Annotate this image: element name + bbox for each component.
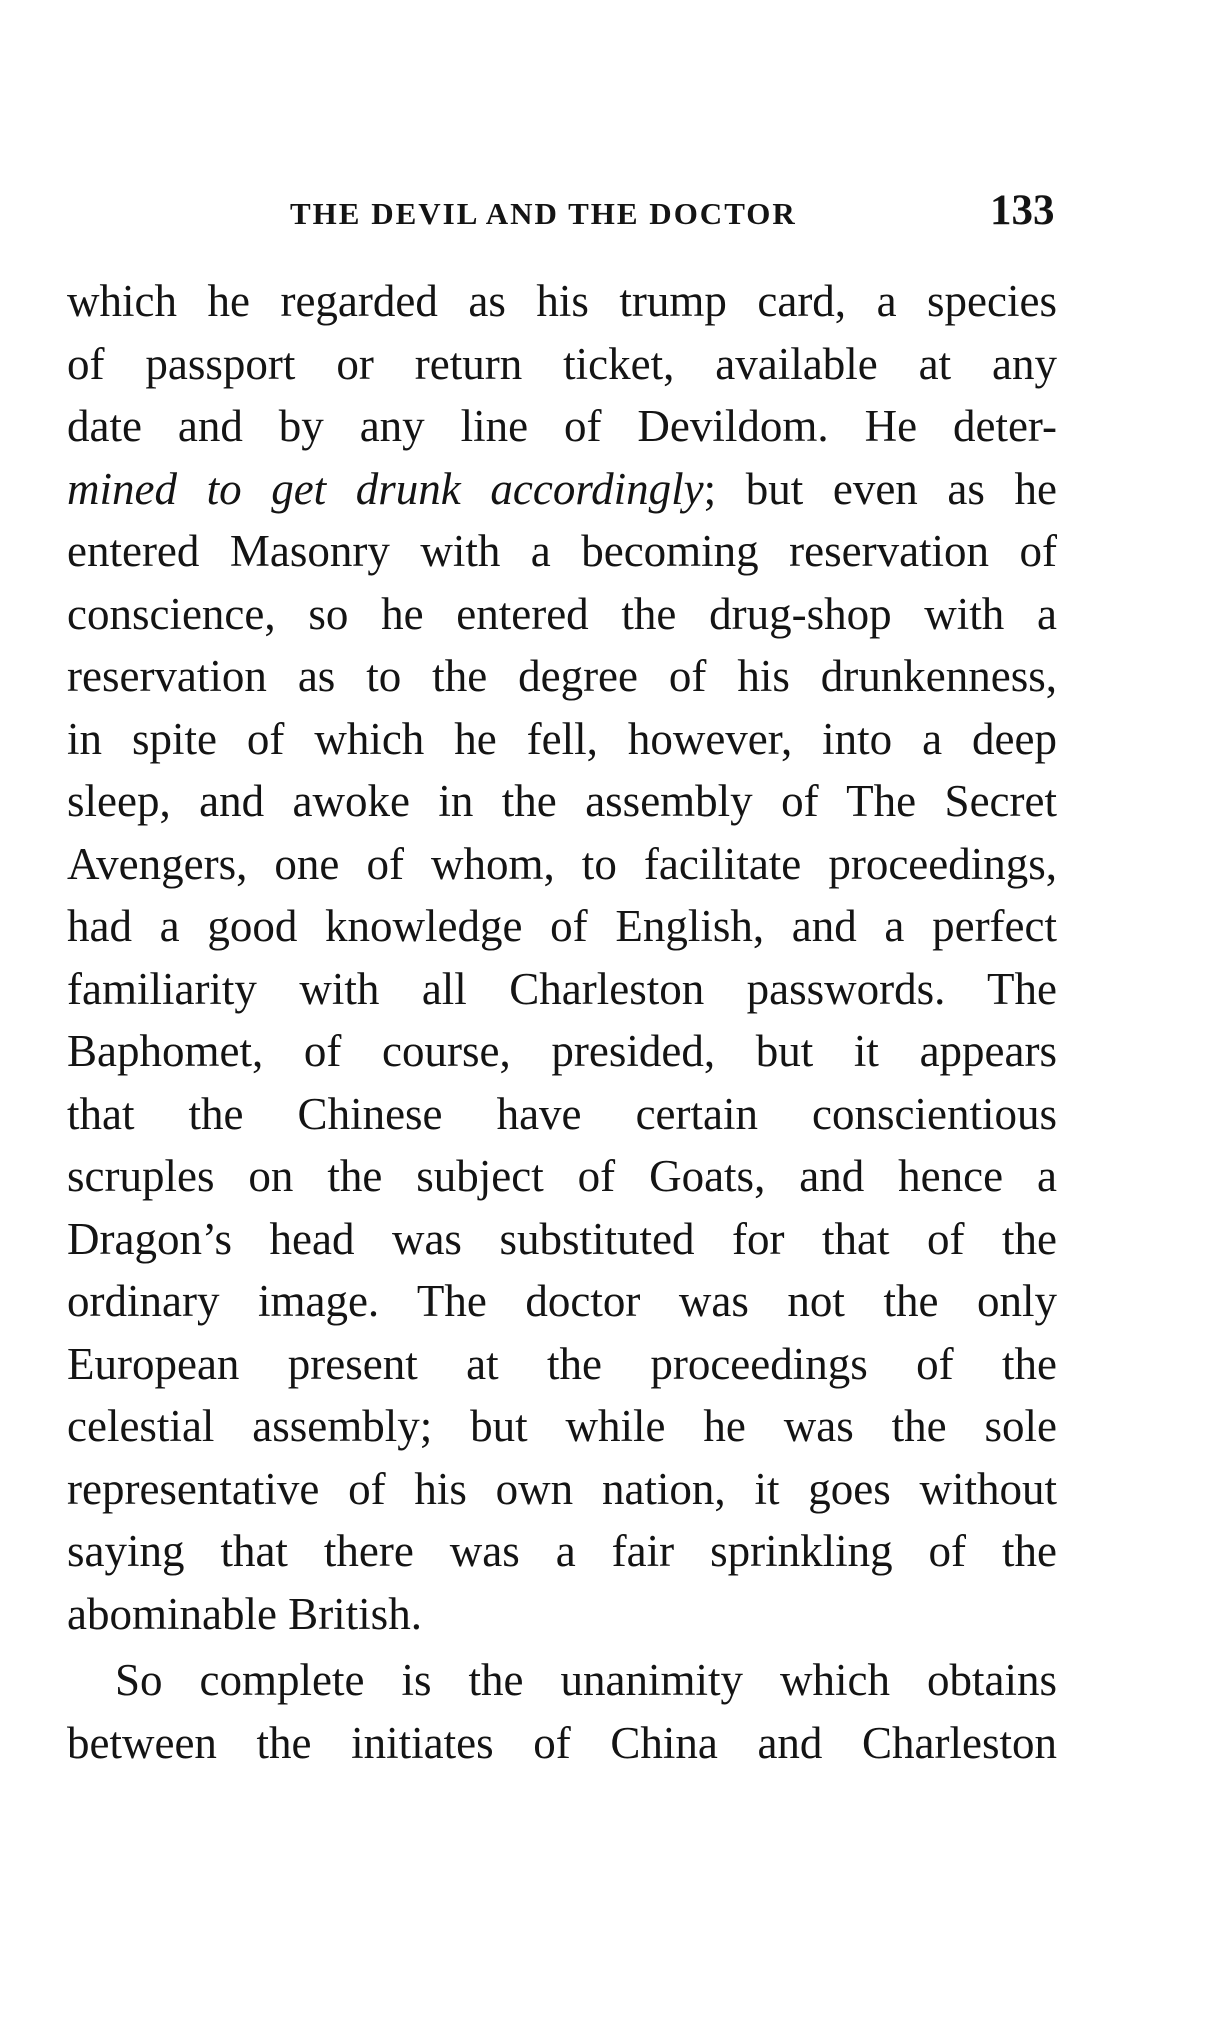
text-line: ordinary image. The doctor was not the only [67,1276,1057,1326]
body-text [67,270,1057,1774]
running-head [0,186,1207,236]
text-line: abominable British. [67,1588,422,1639]
text-line: Baphomet, of course, presided, but it appears [67,1026,1057,1076]
text-line: which he regarded as his trump card, a species [67,276,1057,326]
text-line: in spite of which he fell, however, into a deep [67,713,1057,764]
text-line: saying that there was a fair sprinkling of the [67,1526,1057,1576]
text-line: scruples on the subject of Goats, and hence a [67,1151,1057,1201]
italic-phrase: mined to get drunk accordingly [67,463,704,514]
text-line: European present at the proceedings of the [67,1338,1057,1389]
text-line: of passport or return ticket, available at any [67,338,1057,389]
text-line: sleep, and awoke in the assembly of The Secret [67,776,1057,826]
text-line: celestial assembly; but while he was the sole [67,1401,1057,1451]
page-number: 133 [990,187,1055,234]
text-line: mined to get drunk accordingly; but even as he [67,463,1057,514]
text-line: date and by any line of Devildom. He deter- [67,401,1057,451]
text-line: representative of his own nation, it goes without [67,1463,1057,1514]
text-line: that the Chinese have certain conscientious [67,1088,1057,1139]
text-line: had a good knowledge of English, and a perfect [67,901,1057,951]
text-line: So complete is the unanimity which obtains [115,1655,1057,1705]
paragraph-2 [67,1649,1057,1774]
running-title: THE DEVIL AND THE DOCTOR [290,196,797,231]
text-line: conscience, so he entered the drug-shop with a [67,588,1057,639]
text-line: Dragon’s head was substituted for that of the [67,1213,1057,1264]
text-line: Avengers, one of whom, to facilitate proceedings, [67,838,1057,889]
paragraph-1 [67,270,1057,1645]
text-line: reservation as to the degree of his drunkenness, [67,651,1057,701]
text-line: entered Masonry with a becoming reservation of [67,526,1057,576]
text-line: between the initiates of China and Charleston [67,1717,1057,1768]
text-line: familiarity with all Charleston passwords. The [67,963,1057,1014]
